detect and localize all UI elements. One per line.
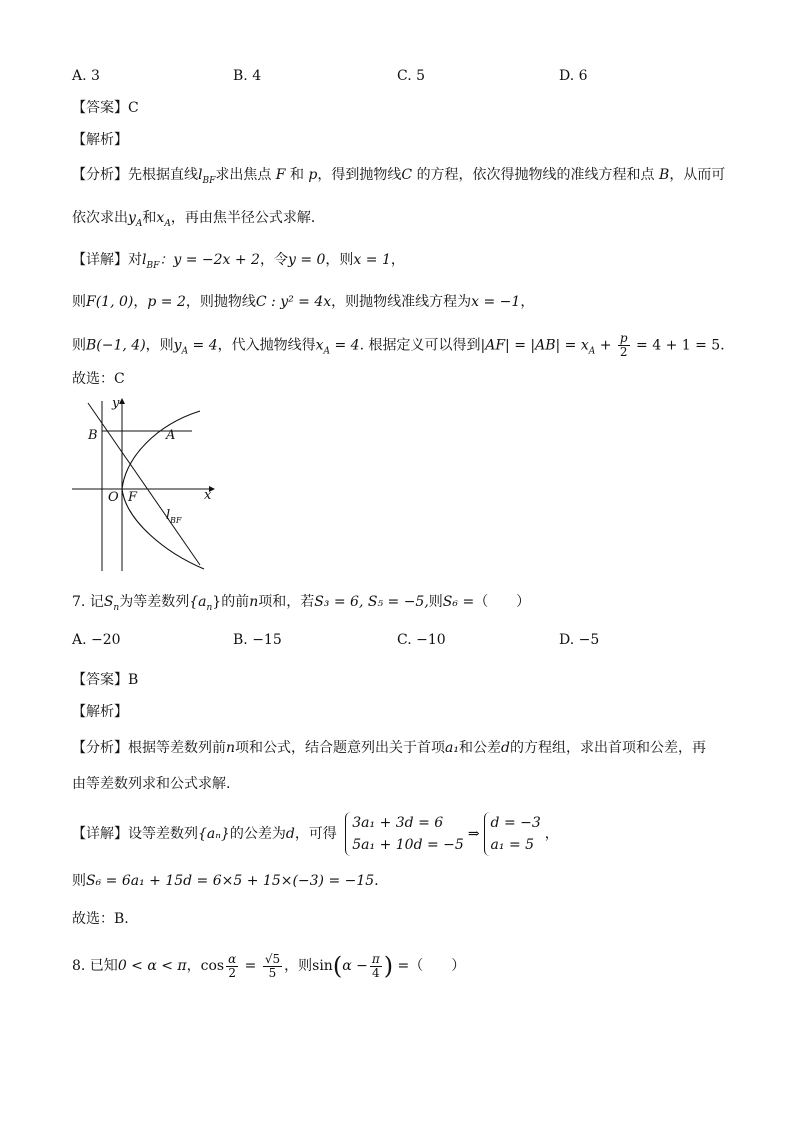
parabola-graph [66,395,216,575]
text: ，则 [325,252,354,268]
text: 则 [72,873,86,889]
math: B(−1, 4) [86,337,146,354]
math: F(1, 0) [86,294,134,310]
math: = [393,958,410,974]
math: A [588,346,596,357]
q6-analysis-heading: 【解析】 [72,132,128,148]
text: 依次求出 [72,210,128,226]
equation-system-2 [484,812,541,856]
q7-option-d: D. −5 [559,632,600,648]
fenxi-tag: 【分析】 [72,167,128,183]
answer-tag: 【答案】 [72,100,128,116]
math: n [249,594,259,610]
label-a: A [166,428,176,443]
label-lbf: l [166,508,171,523]
fraction-pi-over-4 [370,953,382,980]
math: n [113,602,120,613]
text: （ ） [474,594,531,610]
text: 则 [72,294,86,310]
text: ，则 [145,337,174,354]
text: 的方程，依次得抛物线的准线方程和点 [416,167,655,183]
text: ，可得 [294,826,337,842]
parabola-figure [66,395,216,579]
text: ， [390,252,405,268]
line-lbf [88,403,200,565]
q7-fenxi-line-1 [72,738,706,758]
text: 8. 已知 [72,958,118,974]
equation: 5a₁ + 10d = −5 [352,837,464,853]
text: 设等差数列 [128,826,198,842]
denominator: 5 [268,965,277,980]
text: 7. 记 [72,594,104,610]
math: p = 2 [147,294,186,310]
q7-choose: 故选：B. [72,911,129,927]
math: C [401,167,417,183]
q6-answer [72,98,139,118]
text: 和 [289,167,304,183]
text: （ ） [409,958,466,974]
math: S₆ = 6a₁ + 15d = 6×5 + 15×(−3) = −15 [86,873,375,889]
q6-option-d: D. 6 [559,68,588,84]
text: 根据等差数列前 [128,740,226,756]
math: F [271,167,290,183]
q7-option-b: B. −15 [233,632,282,648]
text: ，则 [284,958,313,974]
math: d [501,740,510,756]
q6-choose: 故选：C [72,371,125,387]
text: ． [374,873,389,889]
math: A [323,346,331,357]
math: $x_A$ [156,210,171,229]
math: 0 < α < π [117,958,187,974]
math: {aₙ} [198,826,230,842]
equation: d = −3 [490,815,541,831]
equation: 3a₁ + 3d = 6 [352,815,444,831]
text: . 根据定义可以得到 [359,337,481,354]
q6-fenxi-line-2 [72,208,325,234]
text: ， [544,826,559,842]
math: {a [189,594,207,610]
fenxi-tag: 【分析】 [72,740,128,756]
math: B [654,167,670,183]
text: ，代入抛物线得 [217,337,316,354]
text: ，则抛物线准线方程为 [331,294,472,310]
numerator: π [371,951,380,966]
label-o: O [108,490,119,505]
text: 则 [72,337,86,354]
math: x = 1 [353,252,391,268]
math: S [103,594,114,610]
text: ， [133,294,148,310]
implies-symbol: ⇒ [467,826,480,842]
denominator: 2 [619,345,628,359]
q7-detail-line-1 [72,812,559,856]
text: 为等差数列 [119,594,190,610]
text: ， [520,294,535,310]
math: x [315,337,324,354]
detail-tag: 【详解】 [72,826,128,842]
math: $l_{BF}$ [198,167,216,186]
answer-tag: 【答案】 [72,672,128,688]
label-x: x [204,488,212,503]
q6-detail-line-2 [72,292,534,312]
math: = [240,958,261,974]
math: $l_{BF}$ [142,252,160,271]
right-paren: ) [383,952,394,980]
text: 和 [142,210,157,226]
math: |AF| = |AB| = x [480,337,589,354]
numerator: α [228,951,237,966]
text: 的方程组，求出首项和公差，再 [509,740,706,756]
q7-answer [72,670,138,690]
text: 项和公式，结合题意列出关于首项 [235,740,446,756]
q7-option-c: C. −10 [397,632,446,648]
detail-tag: 【详解】 [72,252,128,268]
math: cos [200,958,225,974]
denominator: 2 [228,965,236,980]
numerator: √5 [264,951,281,966]
math: A [181,346,189,357]
answer-value: C [128,100,139,116]
text: 和公差 [459,740,501,756]
text: ，从而可 [669,167,726,183]
q7-fenxi-line-2: 由等差数列求和公式求解. [72,776,231,792]
q6-option-c: C. 5 [397,68,426,84]
label-lbf-sub: BF [170,516,182,525]
math: p [303,167,318,183]
math: n [206,602,213,613]
math: + [595,337,616,354]
math: a₁ [445,740,459,756]
q6-option-b: B. 4 [233,68,262,84]
text: 求出焦点 [215,167,272,183]
math: d [285,826,295,842]
answer-value: B [128,672,139,688]
text: ，得到抛物线 [317,167,402,183]
math: x = −1 [471,294,521,310]
math: y [173,337,182,354]
math: α − [342,958,368,974]
q7-detail-line-2 [72,871,388,891]
text: 对 [128,252,142,268]
fraction-alpha-over-2 [226,953,238,980]
math: S₆ = [442,594,475,610]
q6-detail-line-3 [72,332,734,361]
text: 的公差为 [229,826,286,842]
equation: a₁ = 5 [490,837,535,853]
math: y = 0 [287,252,326,268]
denominator: 4 [371,965,380,980]
equation-system-1 [345,812,464,856]
text: ． [720,337,735,354]
q7-option-a: A. −20 [72,632,121,648]
q8-stem [72,948,465,984]
math: = 4 + 1 = 5 [631,337,721,354]
math: ：y = −2x + 2 [159,252,260,268]
math: } [212,594,222,610]
math: sin [312,958,333,974]
label-y: y [112,396,120,411]
text: ，令 [259,252,288,268]
q6-option-a: A. 3 [72,68,100,84]
math: S₃ = 6, S₅ = −5, [314,594,429,610]
text: 的前 [221,594,250,610]
q6-detail-line-1 [72,250,405,276]
fraction-p-over-2 [618,332,630,359]
text: ，再由焦半径公式求解． [170,210,325,226]
text: 项和，若 [258,594,315,610]
text: 则 [428,594,443,610]
q6-fenxi-line-1 [72,165,725,191]
text: ， [186,958,201,974]
fraction-sqrt5-over-5 [263,953,282,980]
left-paren: ( [332,952,343,980]
text: ，则抛物线 [185,294,256,310]
q7-analysis-heading: 【解析】 [72,704,128,720]
math: = 4 [330,337,360,354]
numerator: p [619,331,628,345]
label-b: B [88,428,98,443]
label-f: F [128,490,138,505]
q7-stem [72,592,530,618]
math: $y_A$ [128,210,143,229]
math: C : y² = 4x [255,294,332,310]
math: n [226,740,236,756]
math: = 4 [188,337,218,354]
text: 先根据直线 [128,167,198,183]
